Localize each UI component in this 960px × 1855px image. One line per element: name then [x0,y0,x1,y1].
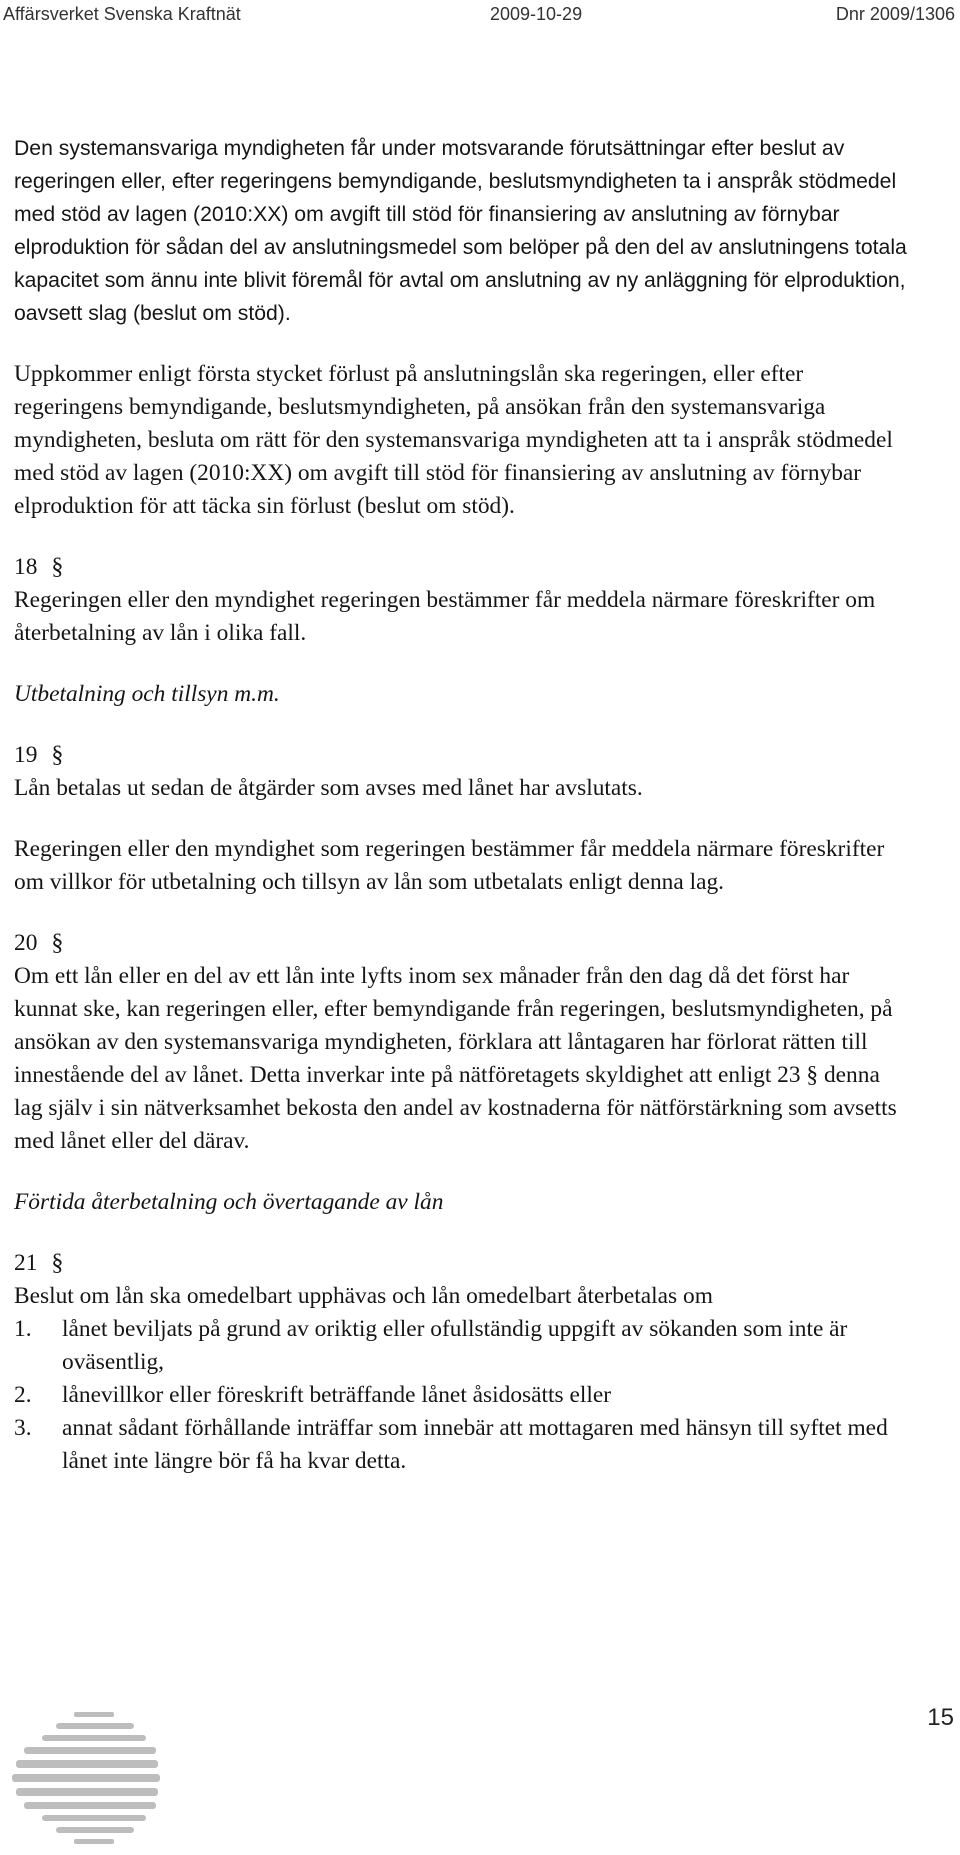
section-19 [14,739,914,805]
page-number: 15 [927,1704,954,1731]
section-21 [14,1247,914,1478]
section-20-heading [14,927,914,960]
document-body [14,132,914,1478]
svenska-kraftnat-logo-icon [12,1712,162,1852]
section-symbol: § [51,1250,64,1276]
section-symbol: § [51,554,64,580]
section-20-text-a: Om ett lån eller en del av ett lån inte lyfts inom sex månader från den dag då det först har kunnat ske, kan regeringen eller, efter bemyndigande från regeringen, beslutsmyndigheten, på ansökan av den systemansvariga myndigheten, förklara att låntagaren har förlorat rätten till innestående del av lånet. Detta inverkar inte på nätföretagets skyldighet att enligt 23 [14,963,893,1088]
section-19-heading [14,739,914,772]
section-number: 19 [14,742,38,768]
section-18 [14,551,914,650]
paragraph-1: Den systemansvariga myndigheten får under motsvarande förutsättningar efter beslut av regeringen eller, efter regeringens bemyndigande, beslutsmyndigheten ta i anspråk stödmedel med stöd av lagen (2010:XX) om avgift till stöd för finansiering av anslutning av förnybar elproduktion för sådan del av anslutningsmedel som belöper på den del av anslutningens totala kapacitet som ännu inte blivit föremål för avtal om anslutning av ny anläggning för elproduktion, oavsett slag (beslut om stöd). [14,137,907,325]
section-20 [14,927,914,1158]
header-date: 2009-10-29 [490,4,583,24]
section-symbol: § [51,930,64,956]
section-number: 20 [14,930,38,956]
heading-utbetalning: Utbetalning och tillsyn m.m. [14,681,280,707]
section-19-text: Lån betalas ut sedan de åtgärder som avses med lånet har avslutats. [14,775,643,801]
list-item [14,1412,914,1478]
list-item-text: lånet beviljats på grund av oriktig eller ofullständig uppgift av sökanden som inte är oväsentlig, [62,1316,848,1375]
paragraph-3: Regeringen eller den myndighet som regeringen bestämmer får meddela närmare föreskrifter om villkor för utbetalning och tillsyn av lån som utbetalats enligt denna lag. [14,836,885,895]
section-symbol-inline: § [806,1062,819,1088]
section-18-text: Regeringen eller den myndighet regeringen bestämmer får meddela närmare föreskrifter om återbetalning av lån i olika fall. [14,587,876,646]
paragraph-2: Uppkommer enligt första stycket förlust på anslutningslån ska regeringen, eller efter regeringens bemyndigande, beslutsmyndigheten, på ansökan från den systemansvariga myndigheten, besluta om rätt för den systemansvariga myndigheten att ta i anspråk stödmedel med stöd av lagen (2010:XX) om avgift till stöd för finansiering av anslutning av förnybar elproduktion för att täcka sin förlust (beslut om stöd). [14,361,893,519]
section-symbol: § [51,742,64,768]
list-item-text: annat sådant förhållande inträffar som innebär att mottagaren med hänsyn till syftet med lånet inte längre bör få ha kvar detta. [62,1415,888,1474]
list-item-number: 2. [14,1382,32,1408]
list-item-text: lånevillkor eller föreskrift beträffande lånet åsidosätts eller [62,1382,612,1408]
section-18-heading [14,551,914,584]
section-21-list [14,1313,914,1478]
section-number: 21 [14,1250,38,1276]
section-21-heading [14,1247,914,1280]
list-item [14,1379,914,1412]
header-organization: Affärsverket Svenska Kraftnät [3,4,241,24]
list-item-number: 3. [14,1415,32,1441]
page-header [0,4,960,32]
list-item [14,1313,914,1379]
heading-fortida: Förtida återbetalning och övertagande av lån [14,1189,444,1215]
section-number: 18 [14,554,38,580]
header-reference: Dnr 2009/1306 [835,4,955,24]
list-item-number: 1. [14,1316,32,1342]
section-20-text [14,960,914,1158]
section-21-intro: Beslut om lån ska omedelbart upphävas och lån omedelbart återbetalas om [14,1283,713,1309]
section-20-text-b: denna lag själv i sin nätverksamhet bekosta den andel av kostnaderna för nätförstärkning som avsetts med lånet eller del därav. [14,1062,897,1154]
